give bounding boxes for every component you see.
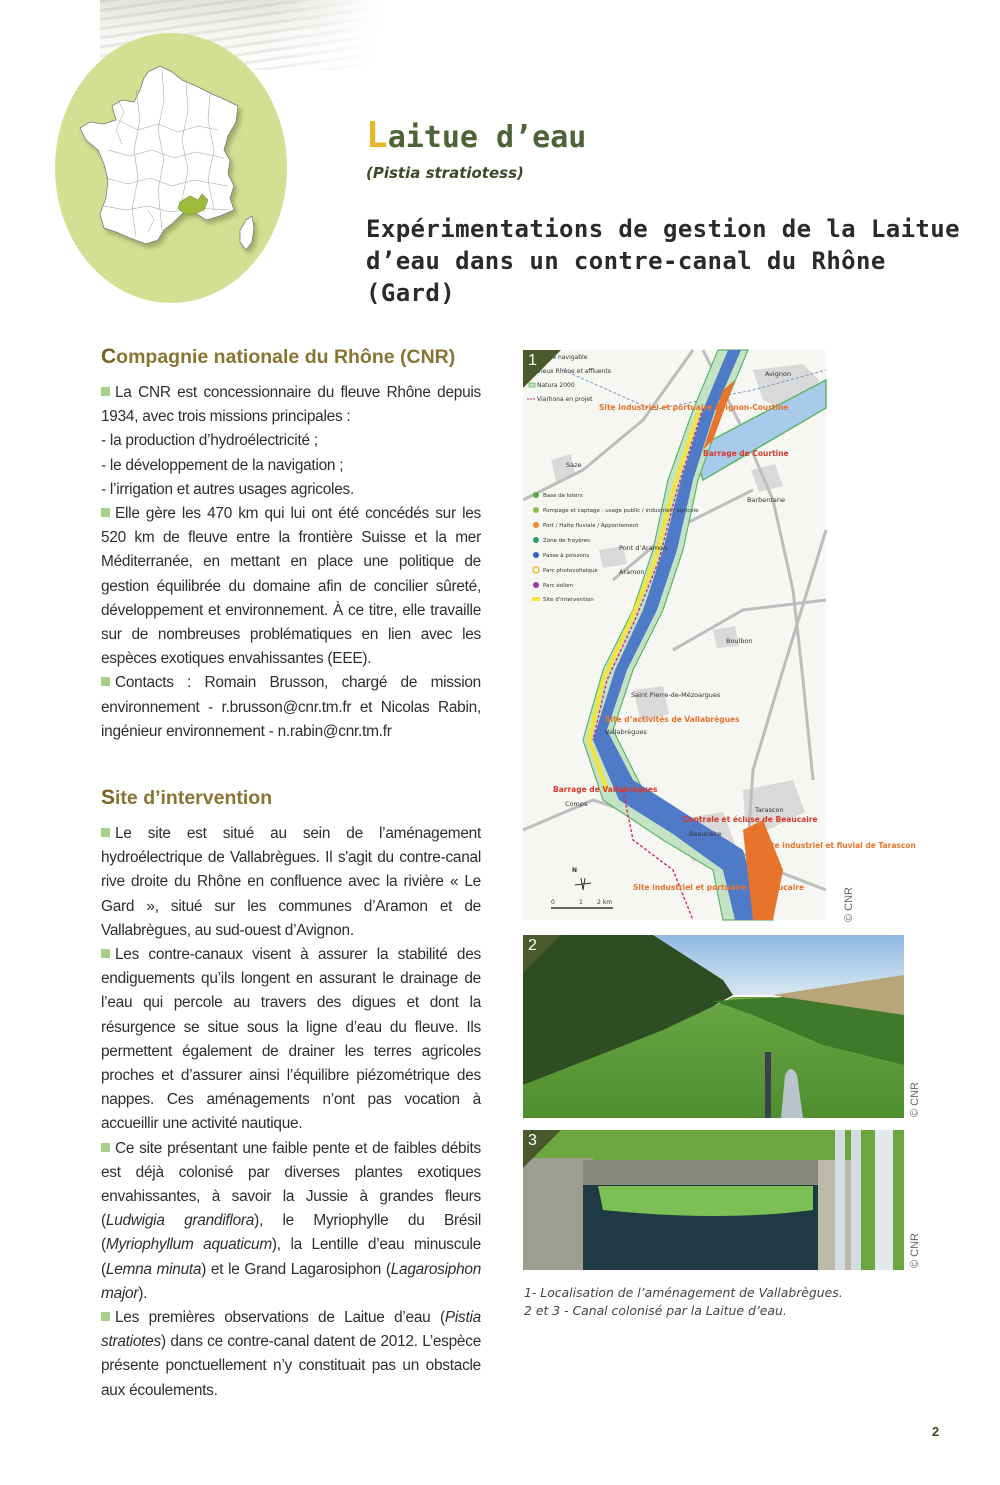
site-label: Barrage de Vallabrègues: [553, 785, 658, 794]
section-title-site: [101, 786, 481, 810]
caption-line: 2 et 3 - Canal colonisé par la Laitue d’eau.: [524, 1303, 787, 1318]
bullet-square-icon: [101, 949, 110, 958]
scale-tick: 0: [551, 899, 555, 906]
title-rest: aitue d’eau: [387, 120, 587, 155]
species-latin-name: (Pistia stratiotess): [366, 164, 524, 182]
paragraph-text: Contacts : Romain Brusson, chargé de mission environnement - r.brusson@cnr.tm.fr et Nicolas Rabin, ingénieur environnement - n.rabin@cnr.tm.fr: [101, 674, 481, 740]
latin-species-name: Lemna minuta: [105, 1260, 202, 1278]
latin-species-name: Myriophyllum aquaticum: [105, 1236, 272, 1254]
paragraph: [101, 1306, 481, 1403]
section-title-text: ite d’intervention: [115, 787, 273, 809]
section-title-text: ompagnie nationale du Rhône (CNR): [116, 346, 456, 368]
paragraph-text: Ce site présentant une faible pente et de faibles débits est déjà colonisé par diverses plantes exotiques envahissantes, à savoir la Jussie à grandes fleurs (Ludwigia grandiflora), le Myriophylle du Brésil (Myriophyllum aquaticum), la Lentille d’eau minuscule (Lemna minuta) et le Grand Lagarosiphon (Lagarosiphon major).: [101, 1139, 482, 1302]
bullet-square-icon: [101, 508, 110, 517]
photo-credit: © CNR: [909, 1082, 921, 1117]
legend-label: Natura 2000: [537, 382, 575, 389]
site-label: Site industriel et fluvial de Tarascon: [763, 841, 916, 850]
bullet-square-icon: [101, 828, 110, 837]
latin-species-name: Ludwigia grandiflora: [105, 1212, 255, 1230]
bullet-square-icon: [101, 387, 110, 396]
bullet-square-icon: [101, 1312, 110, 1321]
caption-line: 1- Localisation de l’aménagement de Vallabrègues.: [524, 1285, 843, 1300]
legend-label: Site d'intervention: [543, 597, 594, 603]
place-label: Tarascon: [755, 806, 784, 814]
place-label: Avignon: [765, 370, 792, 378]
place-label: Pont d’Aramon: [619, 544, 668, 552]
page-number: 2: [932, 1424, 940, 1439]
place-label: Beaucaire: [689, 830, 722, 838]
place-label: Boulbon: [726, 637, 753, 645]
list-item: - la production d’hydroélectricité ;: [101, 432, 318, 450]
main-heading: Expérimentations de gestion de la Laitue d’eau dans un contre-canal du Rhône (Gard): [366, 215, 960, 307]
paragraph-text: Les contre-canaux visent à assurer la stabilité des endiguements qu’ils longent en assurant le drainage de l’eau qui percole au travers des digues et dont la résurgence se situe sous la ligne d’eau du fleuve. Ils permettent également de drainer les terres agricoles proches et d’assurer ainsi l’équilibre piézométrique des nappes. Ces aménagements n’ont pas vocation à accueillir une activité nautique.: [101, 946, 481, 1133]
france-locator-map: [78, 60, 258, 260]
title-block: [366, 115, 587, 182]
figure-number: 1: [528, 352, 537, 369]
legend-label: Rhône navigable: [537, 354, 588, 361]
corsica: [240, 216, 254, 250]
paragraph: [101, 943, 481, 1137]
paragraph-contacts: [101, 671, 481, 744]
latin-species-name: Lagarosiphon major: [101, 1260, 482, 1302]
legend-label: Passe à poissons: [543, 553, 590, 559]
site-label: Site d’activités de Vallabrègues: [605, 715, 740, 724]
latin-species-name: Pistia stratiotes: [101, 1309, 481, 1351]
paragraph: [101, 381, 481, 502]
section-title-drop-cap: C: [101, 345, 117, 368]
figure-number: 2: [528, 937, 537, 954]
figure-number: 3: [528, 1132, 537, 1149]
paragraph: [101, 1137, 481, 1306]
section-title-drop-cap: S: [101, 786, 116, 809]
bullet-square-icon: [101, 1143, 110, 1152]
canal-photo-3: [523, 1130, 904, 1270]
legend-label: Parc photovoltaïque: [543, 568, 598, 574]
scale-tick: 1: [579, 899, 583, 906]
photo-credit: © CNR: [909, 1233, 921, 1268]
legend-label: Zone de frayères: [543, 538, 590, 544]
title-drop-cap: L: [366, 115, 388, 156]
place-label: Vallabrègues: [605, 728, 647, 736]
legend-label: Pompage et captage : usage public / industriel / agricole: [543, 508, 699, 514]
figure-caption: [524, 1284, 944, 1320]
photo-canal-structure: [523, 1130, 904, 1270]
north-label: N: [572, 867, 578, 874]
site-label: Site industriel et portuaire Avignon-Courtine: [599, 403, 789, 412]
canal-photo-2: [523, 935, 904, 1118]
section-title-cnr: [101, 345, 481, 369]
section-site: [101, 786, 481, 1403]
paragraph-text: Les premières observations de Laitue d’eau (Pistia stratiotes) dans ce contre-canal datent de 2012. L’espèce présente ponctuellement n’y constituait pas un obstacle aux écoulements.: [101, 1309, 481, 1399]
france-mainland: [80, 66, 238, 244]
legend-label: Base de loisirs: [543, 493, 583, 499]
paragraph-text: La CNR est concessionnaire du fleuve Rhône depuis 1934, avec trois missions principales :: [101, 384, 481, 426]
site-label: Site industriel et portuaire de Beaucaire: [633, 883, 805, 892]
paragraph-text: Le site est situé au sein de l’aménagement hydroélectrique de Vallabrègues. Il s'agit du contre-canal rive droite du Rhône en confluence avec la rivière « Le Gard », situé sur les communes d’Aramon et de Vallabrègues, au sud-ouest d’Avignon.: [101, 825, 481, 939]
place-label: Saze: [566, 461, 582, 469]
place-label: Saint Pierre-de-Mézoargues: [631, 691, 721, 699]
legend-label: Port / Halte fluviale / Appontement: [543, 523, 639, 529]
site-label: Centrale et écluse de Beaucaire: [683, 815, 818, 824]
bullet-square-icon: [101, 677, 110, 686]
paragraph-text: Elle gère les 470 km qui lui ont été concédés sur les 520 km de fleuve entre la frontière Suisse et la mer Méditerranée, en mettant en place une politique de gestion équilibrée du domaine afin de concilier sûreté, développement et environnement. À ce titre, elle travaille sur de nombreuses problématiques en lien avec les espèces exotiques envahissantes (EEE).: [101, 505, 481, 668]
legend-label: Parc éolien: [543, 583, 574, 589]
scale-tick: 2 km: [597, 899, 613, 906]
legend-label: Viarhona en projet: [537, 396, 593, 403]
photo-credit: © CNR: [843, 887, 855, 922]
place-label: Comps: [565, 800, 588, 808]
place-label: Aramon: [619, 568, 645, 576]
list-item: - l’irrigation et autres usages agricoles.: [101, 480, 354, 498]
section-cnr: [101, 345, 481, 744]
list-item: - le développement de la navigation ;: [101, 456, 344, 474]
place-label: Barbentane: [747, 496, 786, 504]
legend-label: Vieux Rhône et affluents: [537, 368, 611, 375]
photo-canal-colonized: [523, 935, 904, 1118]
site-label: Barrage de Courtine: [703, 449, 789, 458]
paragraph: [101, 822, 481, 943]
paragraph: [101, 502, 481, 671]
species-title: [366, 115, 587, 156]
